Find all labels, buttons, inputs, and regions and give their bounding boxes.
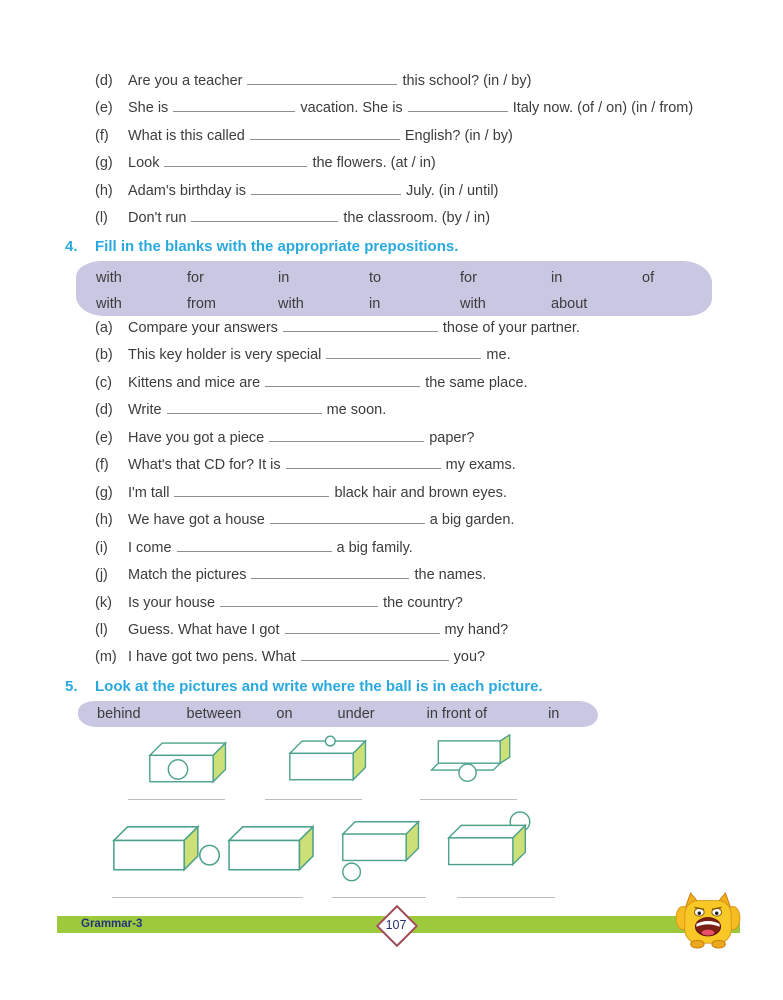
- blank-line: [247, 71, 397, 85]
- item-label: (f): [95, 127, 109, 144]
- exercise-item: [95, 425, 580, 452]
- answer-line: [112, 897, 303, 898]
- box-ball-illustration: [438, 804, 536, 868]
- item-text: vacation. She is: [300, 100, 403, 117]
- item-text: English? (in / by): [404, 127, 513, 144]
- item-text: Is your house: [128, 594, 216, 611]
- exercise-item: [95, 150, 693, 177]
- word-bank-word: about: [551, 296, 588, 312]
- exercise-item: [95, 178, 693, 205]
- blank-line: [167, 400, 322, 414]
- exercise-item: [95, 123, 693, 150]
- item-text: the flowers. (at / in): [312, 155, 436, 172]
- item-text: We have got a house: [128, 512, 265, 529]
- item-text: this school? (in / by): [402, 73, 532, 89]
- exercise-item: [95, 95, 693, 122]
- word-bank-word: behind: [97, 706, 141, 722]
- word-bank-word: for: [187, 270, 204, 286]
- blank-line: [220, 593, 378, 607]
- item-text: Are you a teacher: [128, 73, 243, 89]
- item-text: the country?: [383, 594, 463, 611]
- item-label: (e): [95, 429, 113, 446]
- item-label: (l): [95, 210, 108, 227]
- word-bank-word: with: [96, 270, 122, 286]
- item-text: me.: [486, 347, 511, 364]
- word-bank-word: under: [337, 706, 375, 722]
- item-text: What's that CD for? It is: [128, 457, 281, 474]
- word-bank-word: in: [551, 270, 563, 286]
- exercise-item: [95, 590, 580, 617]
- blank-line: [286, 455, 441, 469]
- page-number-diamond: [377, 906, 415, 944]
- item-text: Match the pictures: [128, 567, 247, 584]
- figure-ball-behind: [438, 804, 536, 873]
- exercise-item: [95, 562, 580, 589]
- item-label: (h): [95, 512, 113, 529]
- word-bank-word: in: [548, 706, 560, 722]
- blank-line: [283, 318, 438, 332]
- item-text: you?: [453, 649, 486, 666]
- item-label: (d): [95, 402, 113, 419]
- exercise-item: [95, 507, 580, 534]
- blank-line: [251, 565, 409, 579]
- item-text: Adam's birthday is: [128, 182, 247, 199]
- exercise-item: [95, 617, 580, 644]
- answer-line: [457, 897, 555, 898]
- word-bank-word: to: [369, 270, 382, 286]
- answer-line: [265, 799, 362, 800]
- box-ball-illustration: [109, 819, 314, 881]
- item-text: Write: [128, 402, 162, 419]
- figure-ball-on: [281, 734, 369, 794]
- item-label: (e): [95, 100, 113, 117]
- exercise-item: [95, 644, 580, 671]
- item-text: my hand?: [444, 621, 509, 638]
- answer-line: [332, 897, 426, 898]
- blank-line: [164, 153, 307, 167]
- exercise-item: [95, 480, 580, 507]
- item-text: the names.: [414, 567, 487, 584]
- exercise4-word-bank: [76, 261, 712, 316]
- exercise4-heading: [65, 236, 458, 258]
- exercise5-heading: [65, 676, 543, 698]
- blank-line: [408, 98, 508, 112]
- item-text: paper?: [429, 429, 475, 446]
- blank-line: [177, 538, 332, 552]
- blank-line: [270, 510, 425, 524]
- item-label: (i): [95, 539, 108, 556]
- item-text: the classroom. (by / in): [343, 210, 491, 227]
- item-text: the same place.: [425, 374, 528, 391]
- item-label: (b): [95, 347, 113, 364]
- item-label: (g): [95, 155, 113, 172]
- figure-ball-under: [428, 734, 514, 789]
- exercise-item: [95, 370, 580, 397]
- item-text: What is this called: [128, 127, 245, 144]
- item-text: those of your partner.: [442, 320, 580, 336]
- figure-ball-in: [141, 736, 229, 796]
- item-text: I'm tall: [128, 484, 170, 501]
- word-bank-word: in: [278, 270, 290, 286]
- item-label: (l): [95, 621, 108, 638]
- word-bank-word: between: [186, 706, 242, 722]
- word-bank-word: with: [278, 296, 304, 312]
- item-text: Look: [128, 155, 160, 172]
- exercise-item: [95, 397, 580, 424]
- word-bank-word: on: [276, 706, 293, 722]
- item-text: Have you got a piece: [128, 429, 265, 446]
- item-label: (a): [95, 320, 113, 336]
- exercise-item: [95, 315, 580, 342]
- exercise-item: [95, 68, 693, 95]
- exercise-item: [95, 205, 693, 232]
- monster-graphic: [674, 891, 742, 949]
- exercise-item: [95, 342, 580, 369]
- figure-ball-between: [109, 819, 314, 886]
- blank-line: [174, 483, 329, 497]
- box-ball-illustration: [141, 736, 229, 791]
- item-text: Don't run: [128, 210, 187, 227]
- item-text: black hair and brown eyes.: [334, 484, 507, 501]
- blank-line: [265, 373, 420, 387]
- item-text: Compare your answers: [128, 320, 278, 336]
- exercise-item: [95, 452, 580, 479]
- item-text: July. (in / until): [406, 182, 499, 199]
- exercise4-items: [95, 315, 580, 672]
- box-ball-illustration: [281, 734, 369, 789]
- item-text: my exams.: [445, 457, 516, 474]
- item-text: She is: [128, 100, 169, 117]
- blank-line: [285, 620, 440, 634]
- blank-line: [191, 208, 338, 222]
- word-bank-word: of: [642, 270, 655, 286]
- exercise4-title: Fill in the blanks with the appropriate prepositions.: [95, 238, 459, 255]
- blank-line: [269, 428, 424, 442]
- blank-line: [250, 126, 400, 140]
- item-text: Guess. What have I got: [128, 621, 280, 638]
- word-bank-word: for: [460, 270, 477, 286]
- word-bank-word: from: [187, 296, 216, 312]
- exercise3-items: [95, 68, 693, 233]
- blank-line: [173, 98, 295, 112]
- word-bank-word: in front of: [426, 706, 488, 722]
- answer-line: [420, 799, 517, 800]
- exercise5-number: 5.: [65, 678, 78, 695]
- item-label: (c): [95, 374, 112, 391]
- answer-line: [128, 799, 225, 800]
- page-number: 107: [385, 918, 407, 932]
- blank-line: [251, 181, 401, 195]
- item-text: I come: [128, 539, 172, 556]
- item-label: (m): [95, 649, 117, 666]
- box-ball-illustration: [428, 734, 514, 784]
- item-label: (j): [95, 567, 108, 584]
- word-bank-word: with: [460, 296, 486, 312]
- item-text: Italy now. (of / on) (in / from): [512, 100, 694, 117]
- exercise5-word-bank: [78, 701, 598, 727]
- item-label: (h): [95, 182, 113, 199]
- book-title: Grammar-3: [81, 918, 143, 930]
- item-label: (f): [95, 457, 109, 474]
- word-bank-word: in: [369, 296, 381, 312]
- exercise5-title: Look at the pictures and write where the ball is in each picture.: [95, 678, 543, 695]
- blank-line: [301, 647, 449, 661]
- item-text: a big family.: [336, 539, 413, 556]
- item-text: me soon.: [326, 402, 387, 419]
- item-label: (d): [95, 73, 113, 89]
- item-text: a big garden.: [429, 512, 515, 529]
- item-text: This key holder is very special: [128, 347, 322, 364]
- item-label: (k): [95, 594, 112, 611]
- figure-ball-in-front-of: [334, 820, 422, 888]
- item-text: I have got two pens. What: [128, 649, 296, 666]
- mascot-monster-icon: [674, 891, 742, 954]
- item-text: Kittens and mice are: [128, 374, 261, 391]
- exercise-item: [95, 535, 580, 562]
- word-bank-word: with: [96, 296, 122, 312]
- blank-line: [326, 345, 481, 359]
- box-ball-illustration: [334, 820, 422, 883]
- exercise4-number: 4.: [65, 238, 78, 255]
- item-label: (g): [95, 484, 113, 501]
